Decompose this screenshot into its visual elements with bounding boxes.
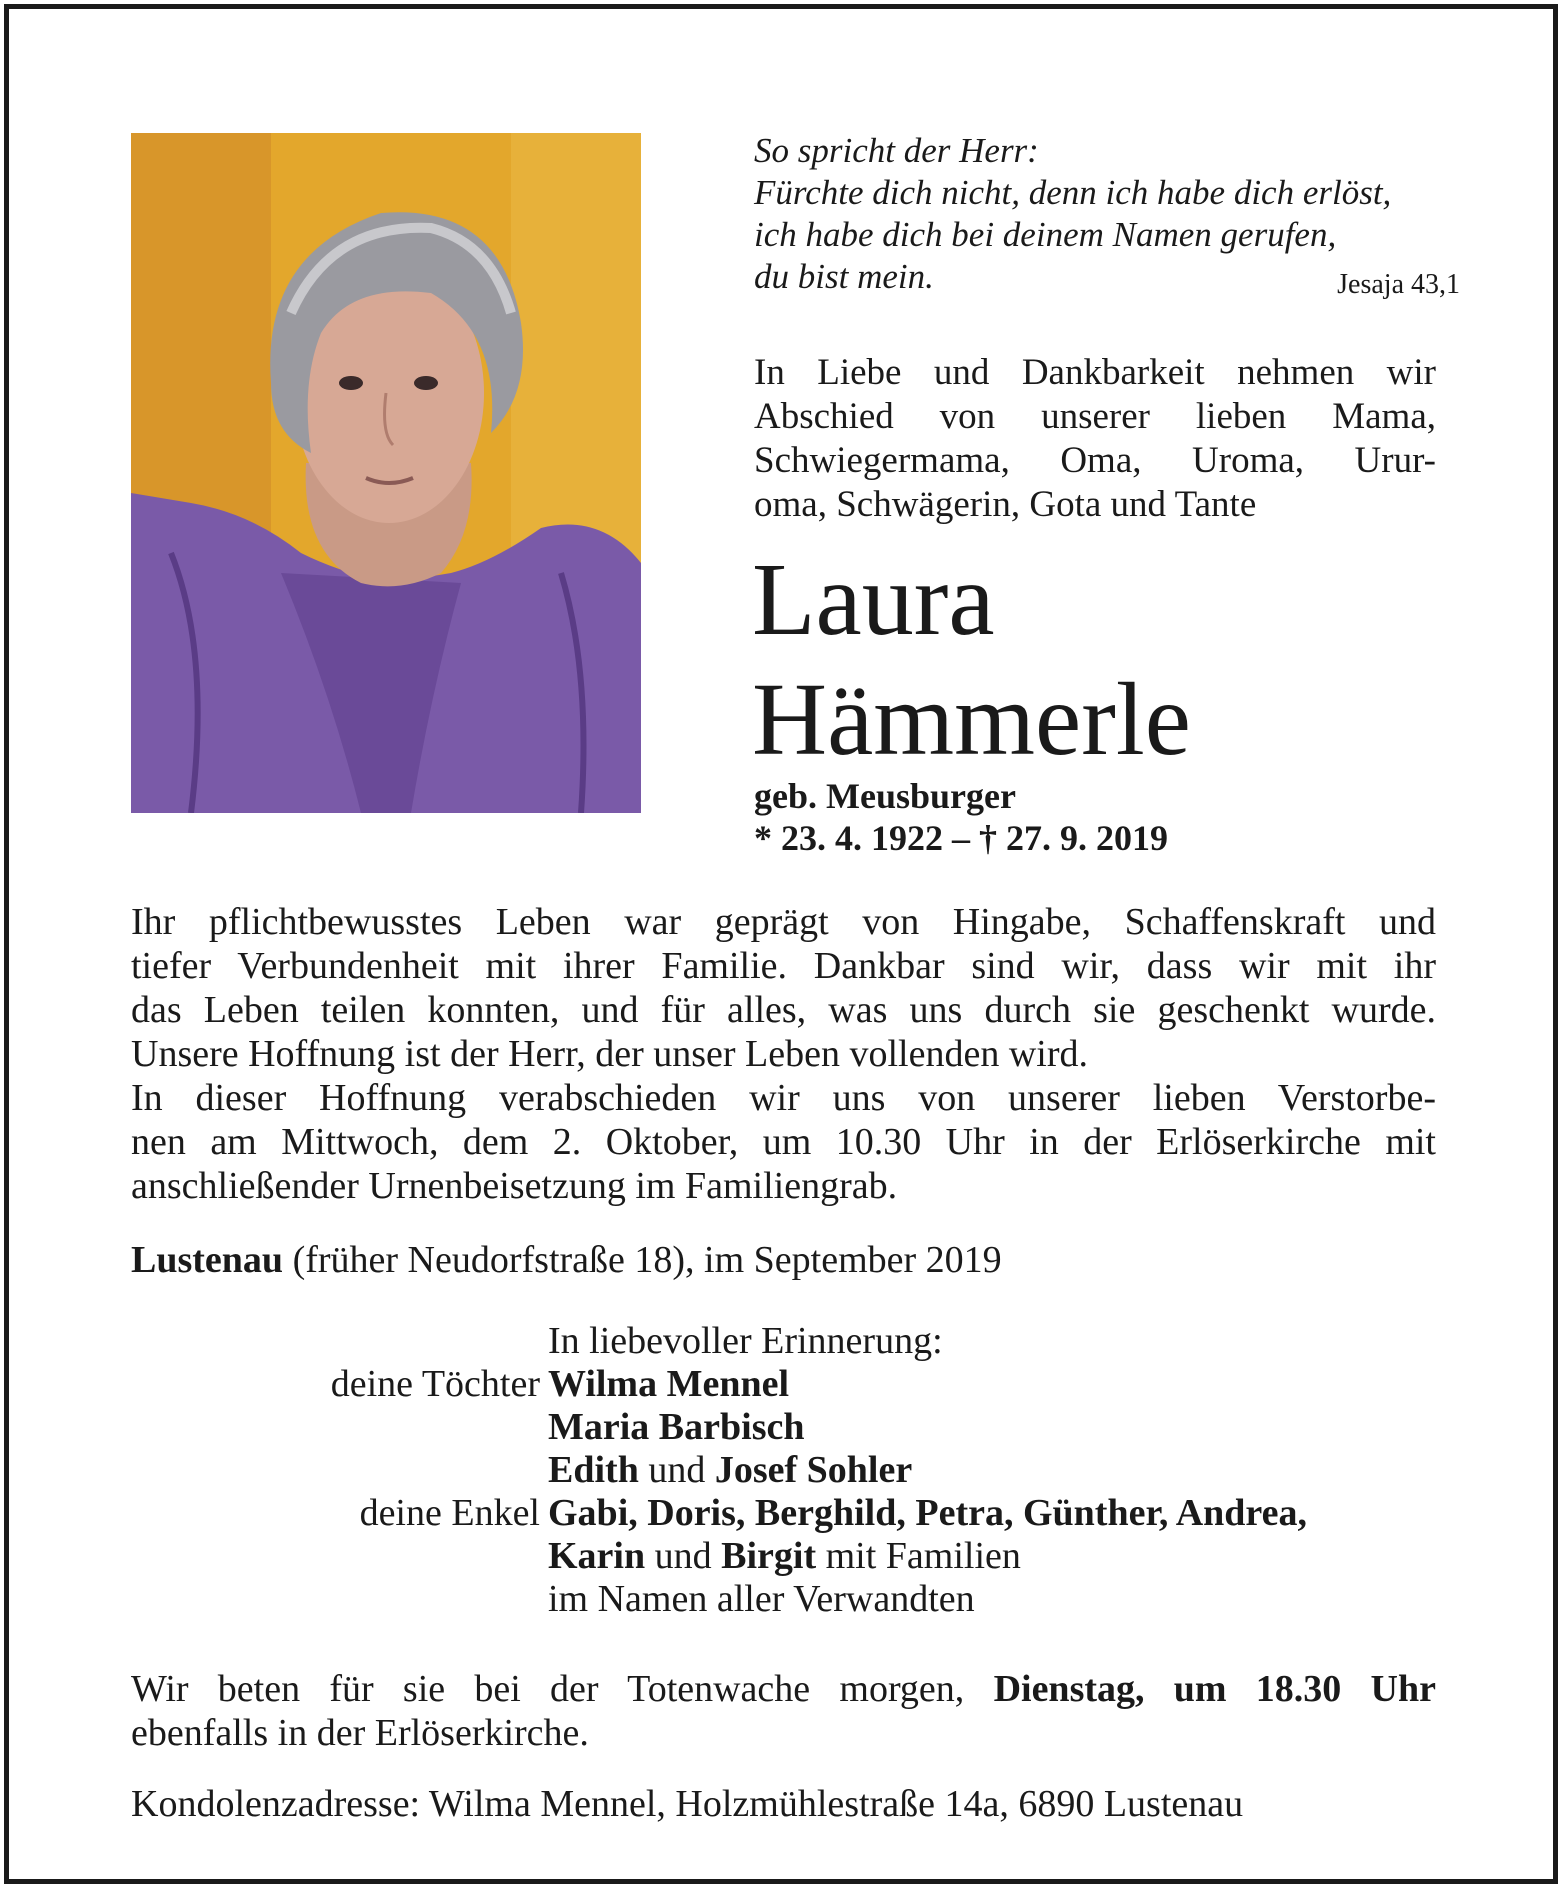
intro-line: In Liebe und Dankbarkeit nehmen wir [754, 352, 1436, 393]
with-families: mit Familien [816, 1535, 1021, 1577]
intro-line: Schwiegermama, Oma, Uroma, Urur- [754, 440, 1436, 481]
place-rest: (früher Neudorfstraße 18), im September 2019 [283, 1239, 1002, 1281]
signatures-heading: In liebevoller Erinnerung: [548, 1320, 943, 1362]
portrait-photo [131, 133, 641, 813]
grandchildren-label: deine Enkel [359, 1492, 540, 1534]
wake-paragraph [131, 1667, 1436, 1755]
body-line: Ihr pflichtbewusstes Leben war geprägt von Hingabe, Schaffenskraft und [131, 901, 1436, 943]
grandchild-name: Karin [548, 1535, 646, 1577]
wake-line: ebenfalls in der Erlöserkirche. [131, 1712, 589, 1754]
maiden-name: geb. Meusburger [754, 776, 1016, 816]
life-dates: * 23. 4. 1922 – † 27. 9. 2019 [754, 818, 1168, 858]
signatures-block [0, 1320, 1568, 1621]
daughters-label: deine Töchter [330, 1363, 540, 1405]
verse-reference: Jesaja 43,1 [1337, 269, 1460, 300]
body-line: nen am Mittwoch, dem 2. Oktober, um 10.30 Uhr in der Erlöserkirche mit [131, 1121, 1436, 1163]
daughter-name: Maria Barbisch [548, 1406, 805, 1448]
daughter-name: Wilma Mennel [548, 1363, 790, 1405]
wake-line [131, 1667, 1436, 1711]
conjunction: und [638, 1449, 715, 1491]
relatives-line: im Namen aller Verwandten [548, 1578, 975, 1620]
body-line: anschließender Urnenbeisetzung im Familiengrab. [131, 1165, 898, 1207]
bible-verse [754, 130, 1474, 298]
verse-line: du bist mein. [754, 257, 934, 296]
body-line: In dieser Hoffnung verabschieden wir uns von unserer lieben Verstorbe- [131, 1077, 1436, 1119]
first-name: Laura [752, 542, 995, 657]
body-line: das Leben teilen konnten, und für alles, was uns durch sie geschenkt wurde. [131, 989, 1436, 1031]
grandchildren-names: Gabi, Doris, Berghild, Petra, Günther, Andrea, [548, 1492, 1307, 1534]
verse-line: So spricht der Herr: [754, 131, 1039, 170]
grandchild-name: Birgit [721, 1535, 817, 1577]
body-line: tiefer Verbundenheit mit ihrer Familie. Dankbar sind wir, dass wir mit ihr [131, 945, 1436, 987]
daughter-name: Edith [548, 1449, 639, 1491]
condolence-address: Kondolenzadresse: Wilma Mennel, Holzmühlestraße 14a, 6890 Lustenau [131, 1783, 1244, 1825]
last-name: Hämmerle [752, 662, 1191, 777]
verse-line: Fürchte dich nicht, denn ich habe dich erlöst, [754, 173, 1392, 212]
place-town: Lustenau [131, 1239, 284, 1281]
conjunction: und [645, 1535, 722, 1577]
deceased-name [752, 540, 1191, 780]
wake-text: Wir beten für sie bei der Totenwache morgen, [131, 1668, 994, 1710]
verse-line: ich habe dich bei deinem Namen gerufen, [754, 215, 1337, 254]
birth-info [754, 775, 1168, 859]
wake-time: Dienstag, um 18.30 Uhr [993, 1668, 1436, 1710]
place-date-line [131, 1238, 1002, 1282]
intro-line: Abschied von unserer lieben Mama, [754, 396, 1436, 437]
intro-paragraph [754, 351, 1436, 527]
son-in-law-name: Josef Sohler [714, 1449, 913, 1491]
intro-line: oma, Schwägerin, Gota und Tante [754, 484, 1257, 525]
body-paragraph [131, 900, 1436, 1208]
body-line: Unsere Hoffnung ist der Herr, der unser Leben vollenden wird. [131, 1033, 1088, 1075]
